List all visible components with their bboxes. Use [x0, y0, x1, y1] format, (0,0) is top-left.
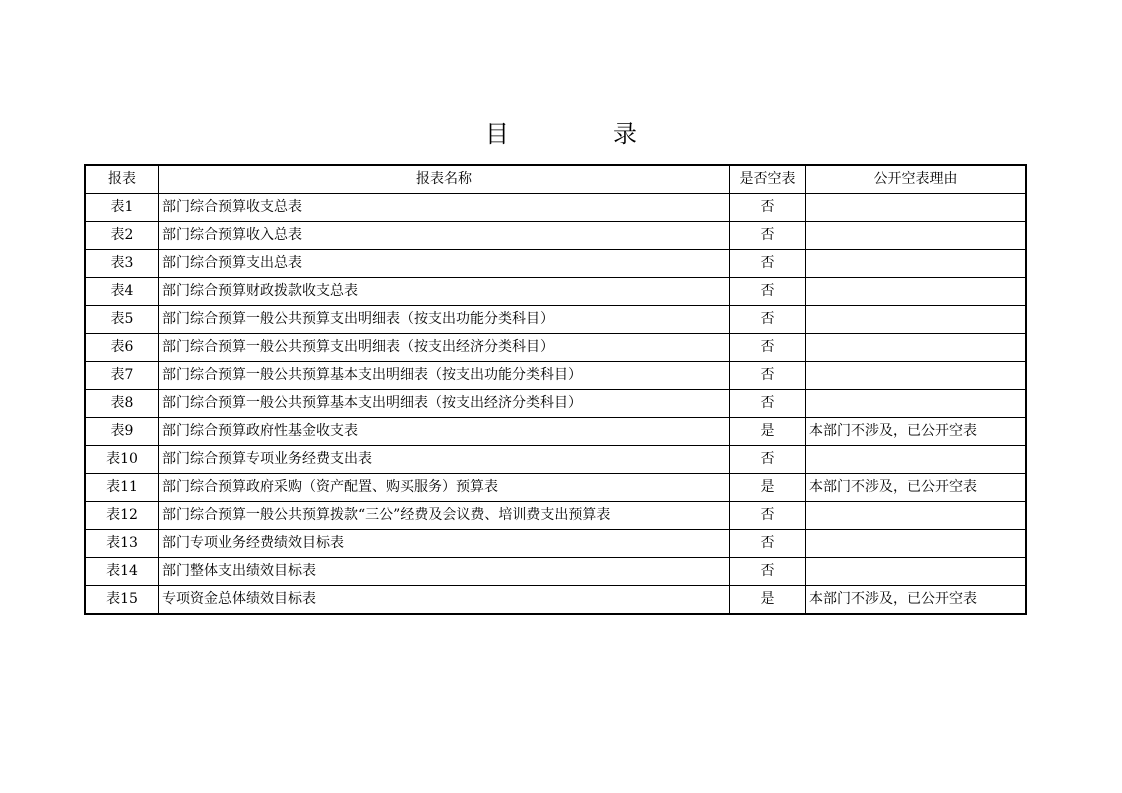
cell-empty-reason	[806, 250, 1027, 278]
cell-report-id: 表1	[85, 194, 159, 222]
cell-report-id: 表2	[85, 222, 159, 250]
cell-empty-reason	[806, 446, 1027, 474]
cell-is-empty: 否	[730, 334, 806, 362]
cell-is-empty: 是	[730, 418, 806, 446]
cell-report-name: 部门综合预算收支总表	[159, 194, 730, 222]
cell-empty-reason: 本部门不涉及，已公开空表	[806, 474, 1027, 502]
cell-report-name: 部门综合预算一般公共预算基本支出明细表（按支出经济分类科目）	[159, 390, 730, 418]
cell-is-empty: 否	[730, 530, 806, 558]
cell-report-id: 表14	[85, 558, 159, 586]
cell-empty-reason	[806, 278, 1027, 306]
table-body	[85, 194, 1026, 615]
cell-report-name: 部门综合预算收入总表	[159, 222, 730, 250]
cell-report-id: 表4	[85, 278, 159, 306]
cell-report-name: 部门综合预算一般公共预算支出明细表（按支出功能分类科目）	[159, 306, 730, 334]
cell-is-empty: 否	[730, 194, 806, 222]
cell-is-empty: 否	[730, 446, 806, 474]
cell-is-empty: 否	[730, 222, 806, 250]
cell-empty-reason	[806, 194, 1027, 222]
cell-empty-reason	[806, 306, 1027, 334]
cell-is-empty: 否	[730, 306, 806, 334]
header-empty-reason: 公开空表理由	[806, 165, 1027, 194]
cell-report-id: 表9	[85, 418, 159, 446]
cell-is-empty: 否	[730, 390, 806, 418]
table-row	[85, 502, 1026, 530]
table-row	[85, 278, 1026, 306]
table-row	[85, 390, 1026, 418]
cell-empty-reason	[806, 502, 1027, 530]
cell-empty-reason: 本部门不涉及，已公开空表	[806, 586, 1027, 615]
table-header-row	[85, 165, 1026, 194]
cell-is-empty: 否	[730, 362, 806, 390]
cell-is-empty: 是	[730, 586, 806, 615]
cell-report-name: 部门整体支出绩效目标表	[159, 558, 730, 586]
cell-report-id: 表12	[85, 502, 159, 530]
cell-empty-reason: 本部门不涉及，已公开空表	[806, 418, 1027, 446]
table-row	[85, 222, 1026, 250]
cell-report-name: 部门综合预算一般公共预算基本支出明细表（按支出功能分类科目）	[159, 362, 730, 390]
header-report-id: 报表	[85, 165, 159, 194]
cell-report-id: 表10	[85, 446, 159, 474]
cell-empty-reason	[806, 334, 1027, 362]
cell-empty-reason	[806, 530, 1027, 558]
header-report-name: 报表名称	[159, 165, 730, 194]
table-row	[85, 306, 1026, 334]
cell-is-empty: 否	[730, 502, 806, 530]
table-row	[85, 586, 1026, 615]
cell-report-name: 部门综合预算专项业务经费支出表	[159, 446, 730, 474]
cell-empty-reason	[806, 390, 1027, 418]
cell-empty-reason	[806, 362, 1027, 390]
cell-report-id: 表13	[85, 530, 159, 558]
cell-report-name: 部门综合预算财政拨款收支总表	[159, 278, 730, 306]
cell-report-name: 部门综合预算一般公共预算拨款“三公”经费及会议费、培训费支出预算表	[159, 502, 730, 530]
cell-report-name: 部门综合预算政府采购（资产配置、购买服务）预算表	[159, 474, 730, 502]
cell-empty-reason	[806, 222, 1027, 250]
cell-is-empty: 是	[730, 474, 806, 502]
report-index-table	[84, 164, 1027, 615]
cell-report-name: 部门综合预算一般公共预算支出明细表（按支出经济分类科目）	[159, 334, 730, 362]
cell-report-name: 部门综合预算支出总表	[159, 250, 730, 278]
cell-report-id: 表6	[85, 334, 159, 362]
cell-is-empty: 否	[730, 558, 806, 586]
table-row	[85, 530, 1026, 558]
cell-empty-reason	[806, 558, 1027, 586]
table-row	[85, 446, 1026, 474]
cell-is-empty: 否	[730, 278, 806, 306]
table-row	[85, 194, 1026, 222]
table-row	[85, 250, 1026, 278]
table-row	[85, 418, 1026, 446]
cell-report-name: 部门综合预算政府性基金收支表	[159, 418, 730, 446]
cell-report-id: 表8	[85, 390, 159, 418]
table-row	[85, 362, 1026, 390]
cell-is-empty: 否	[730, 250, 806, 278]
cell-report-id: 表5	[85, 306, 159, 334]
cell-report-id: 表7	[85, 362, 159, 390]
cell-report-name: 部门专项业务经费绩效目标表	[159, 530, 730, 558]
page-title: 目 录	[485, 120, 677, 148]
cell-report-id: 表15	[85, 586, 159, 615]
cell-report-id: 表11	[85, 474, 159, 502]
header-is-empty: 是否空表	[730, 165, 806, 194]
table-row	[85, 334, 1026, 362]
table-row	[85, 558, 1026, 586]
table-row	[85, 474, 1026, 502]
cell-report-name: 专项资金总体绩效目标表	[159, 586, 730, 615]
cell-report-id: 表3	[85, 250, 159, 278]
